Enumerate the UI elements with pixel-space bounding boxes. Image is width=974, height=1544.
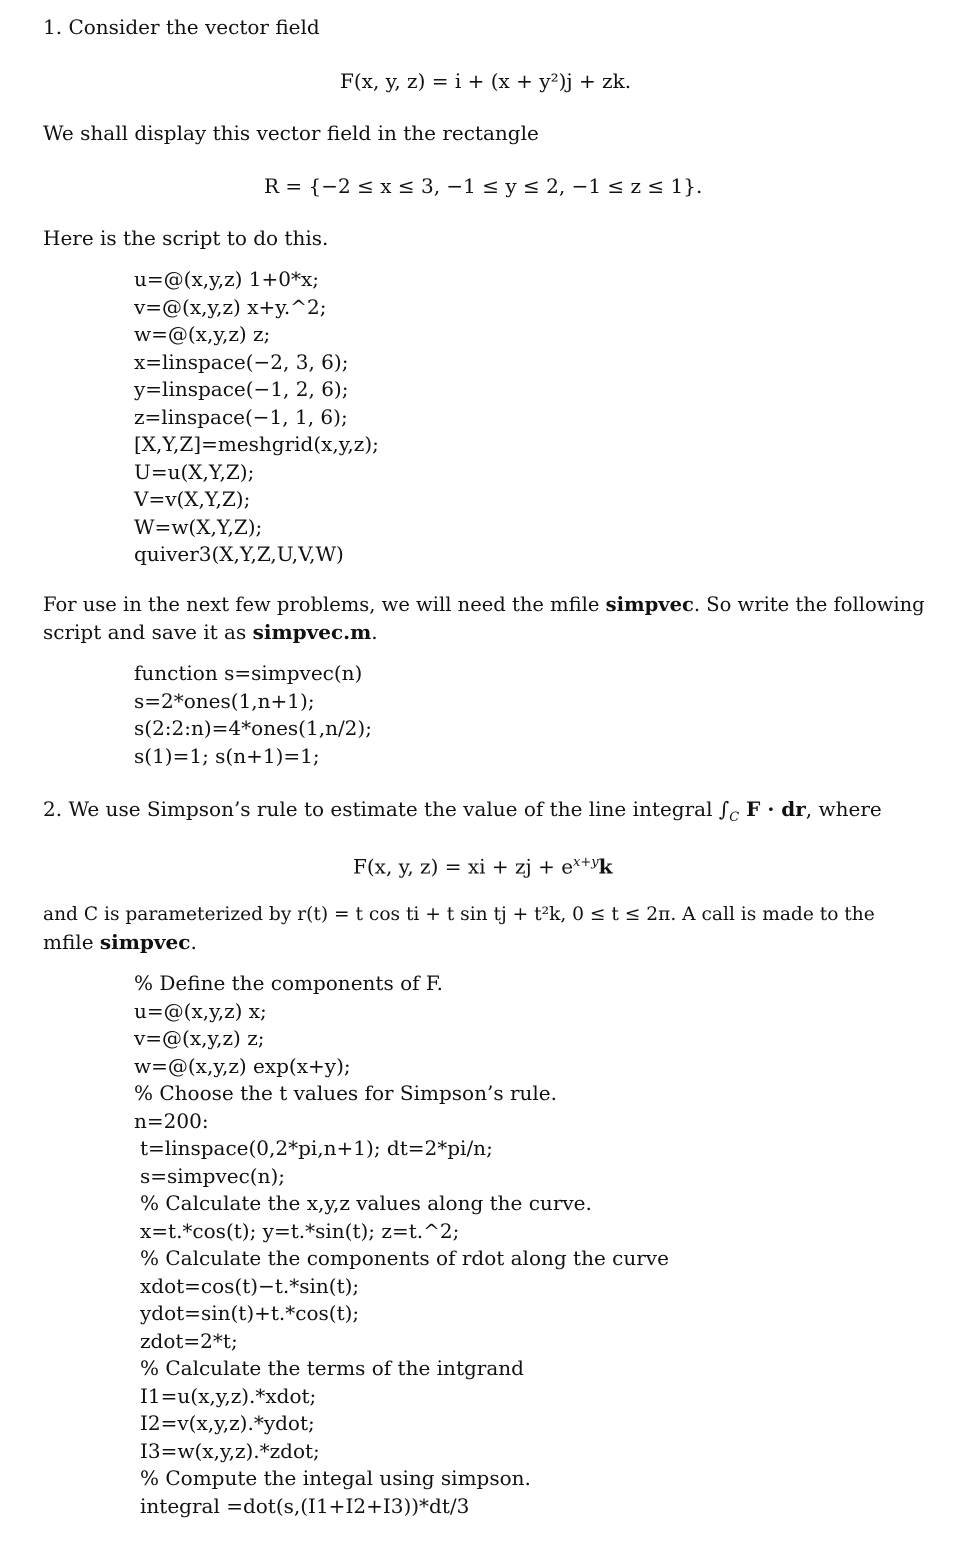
code-line: w=@(x,y,z) z; (134, 322, 271, 346)
code-line: V=v(X,Y,Z); (134, 487, 251, 511)
rectangle-equation: R = {−2 ≤ x ≤ 3, −1 ≤ y ≤ 2, −1 ≤ z ≤ 1}. (264, 174, 703, 198)
simpvec-code (134, 660, 372, 770)
mfile-instruction-line-2: script and save it as simpvec.m. (43, 620, 378, 644)
problem-2-intro: 2. We use Simpson’s rule to estimate the value of the line integral $\int_C$ F · dr, where (43, 797, 882, 825)
code-line: integral =dot(s,(I1+I2+I3))*dt/3 (140, 1493, 470, 1518)
quiver-script (134, 266, 379, 569)
display-text: We shall display this vector field in the rectangle (43, 121, 539, 145)
code-line: % Define the components of F. (134, 971, 443, 995)
code-line: u=@(x,y,z) x; (134, 998, 267, 1023)
code-line: % Calculate the x,y,z values along the curve. (140, 1191, 592, 1215)
code-line: % Choose the t values for Simpson’s rule. (134, 1081, 557, 1105)
parameterization-line-1: and C is parameterized by r(t) = t cos ti + t sin tj + t²k, 0 ≤ t ≤ 2π. A call is made to the (43, 904, 875, 925)
code-line: v=@(x,y,z) z; (134, 1026, 265, 1050)
code-line: x=linspace(−2, 3, 6); (134, 349, 349, 374)
code-line: quiver3(X,Y,Z,U,V,W) (134, 542, 344, 566)
code-line: I3=w(x,y,z).*zdot; (140, 1438, 320, 1463)
problem-1-intro: 1. Consider the vector field (43, 15, 320, 39)
line-integral-field-equation: F(x, y, z) = xi + zj + $e^{x+y}k$ (353, 854, 613, 879)
code-line: s(2:2:n)=4*ones(1,n/2); (134, 716, 372, 740)
code-line: I2=v(x,y,z).*ydot; (140, 1411, 315, 1435)
script-intro: Here is the script to do this. (43, 226, 329, 250)
simpson-script (134, 970, 669, 1520)
code-line: [X,Y,Z]=meshgrid(x,y,z); (134, 432, 379, 456)
code-line: n=200: (134, 1108, 209, 1133)
code-line: z=linspace(−1, 1, 6); (134, 404, 348, 429)
code-line: w=@(x,y,z) exp(x+y); (134, 1053, 351, 1078)
code-line: y=linspace(−1, 2, 6); (134, 377, 349, 401)
vector-field-equation: F(x, y, z) = i + (x + y²)j + zk. (340, 69, 632, 93)
code-line: s(1)=1; s(n+1)=1; (134, 743, 320, 768)
mfile-instruction-line-1: For use in the next few problems, we will need the mfile simpvec. So write the following (43, 593, 925, 616)
code-line: U=u(X,Y,Z); (134, 459, 255, 484)
parameterization-line-2: mfile simpvec. (43, 930, 197, 954)
code-line: t=linspace(0,2*pi,n+1); dt=2*pi/n; (140, 1136, 493, 1160)
code-line: I1=u(x,y,z).*xdot; (140, 1383, 317, 1408)
code-line: xdot=cos(t)−t.*sin(t); (140, 1273, 360, 1298)
code-line: W=w(X,Y,Z); (134, 514, 263, 539)
code-line: % Calculate the terms of the intgrand (140, 1356, 524, 1380)
code-line: u=@(x,y,z) 1+0*x; (134, 267, 319, 291)
code-line: zdot=2*t; (140, 1328, 238, 1353)
code-line: function s=simpvec(n) (134, 661, 363, 685)
code-line: x=t.*cos(t); y=t.*sin(t); z=t.^2; (140, 1218, 460, 1243)
code-line: s=2*ones(1,n+1); (134, 688, 315, 713)
code-line: v=@(x,y,z) x+y.^2; (134, 294, 327, 319)
code-line: % Compute the integal using simpson. (140, 1466, 531, 1490)
code-line: % Calculate the components of rdot along the curve (140, 1246, 669, 1270)
code-line: s=simpvec(n); (140, 1163, 286, 1188)
code-line: ydot=sin(t)+t.*cos(t); (140, 1301, 360, 1325)
